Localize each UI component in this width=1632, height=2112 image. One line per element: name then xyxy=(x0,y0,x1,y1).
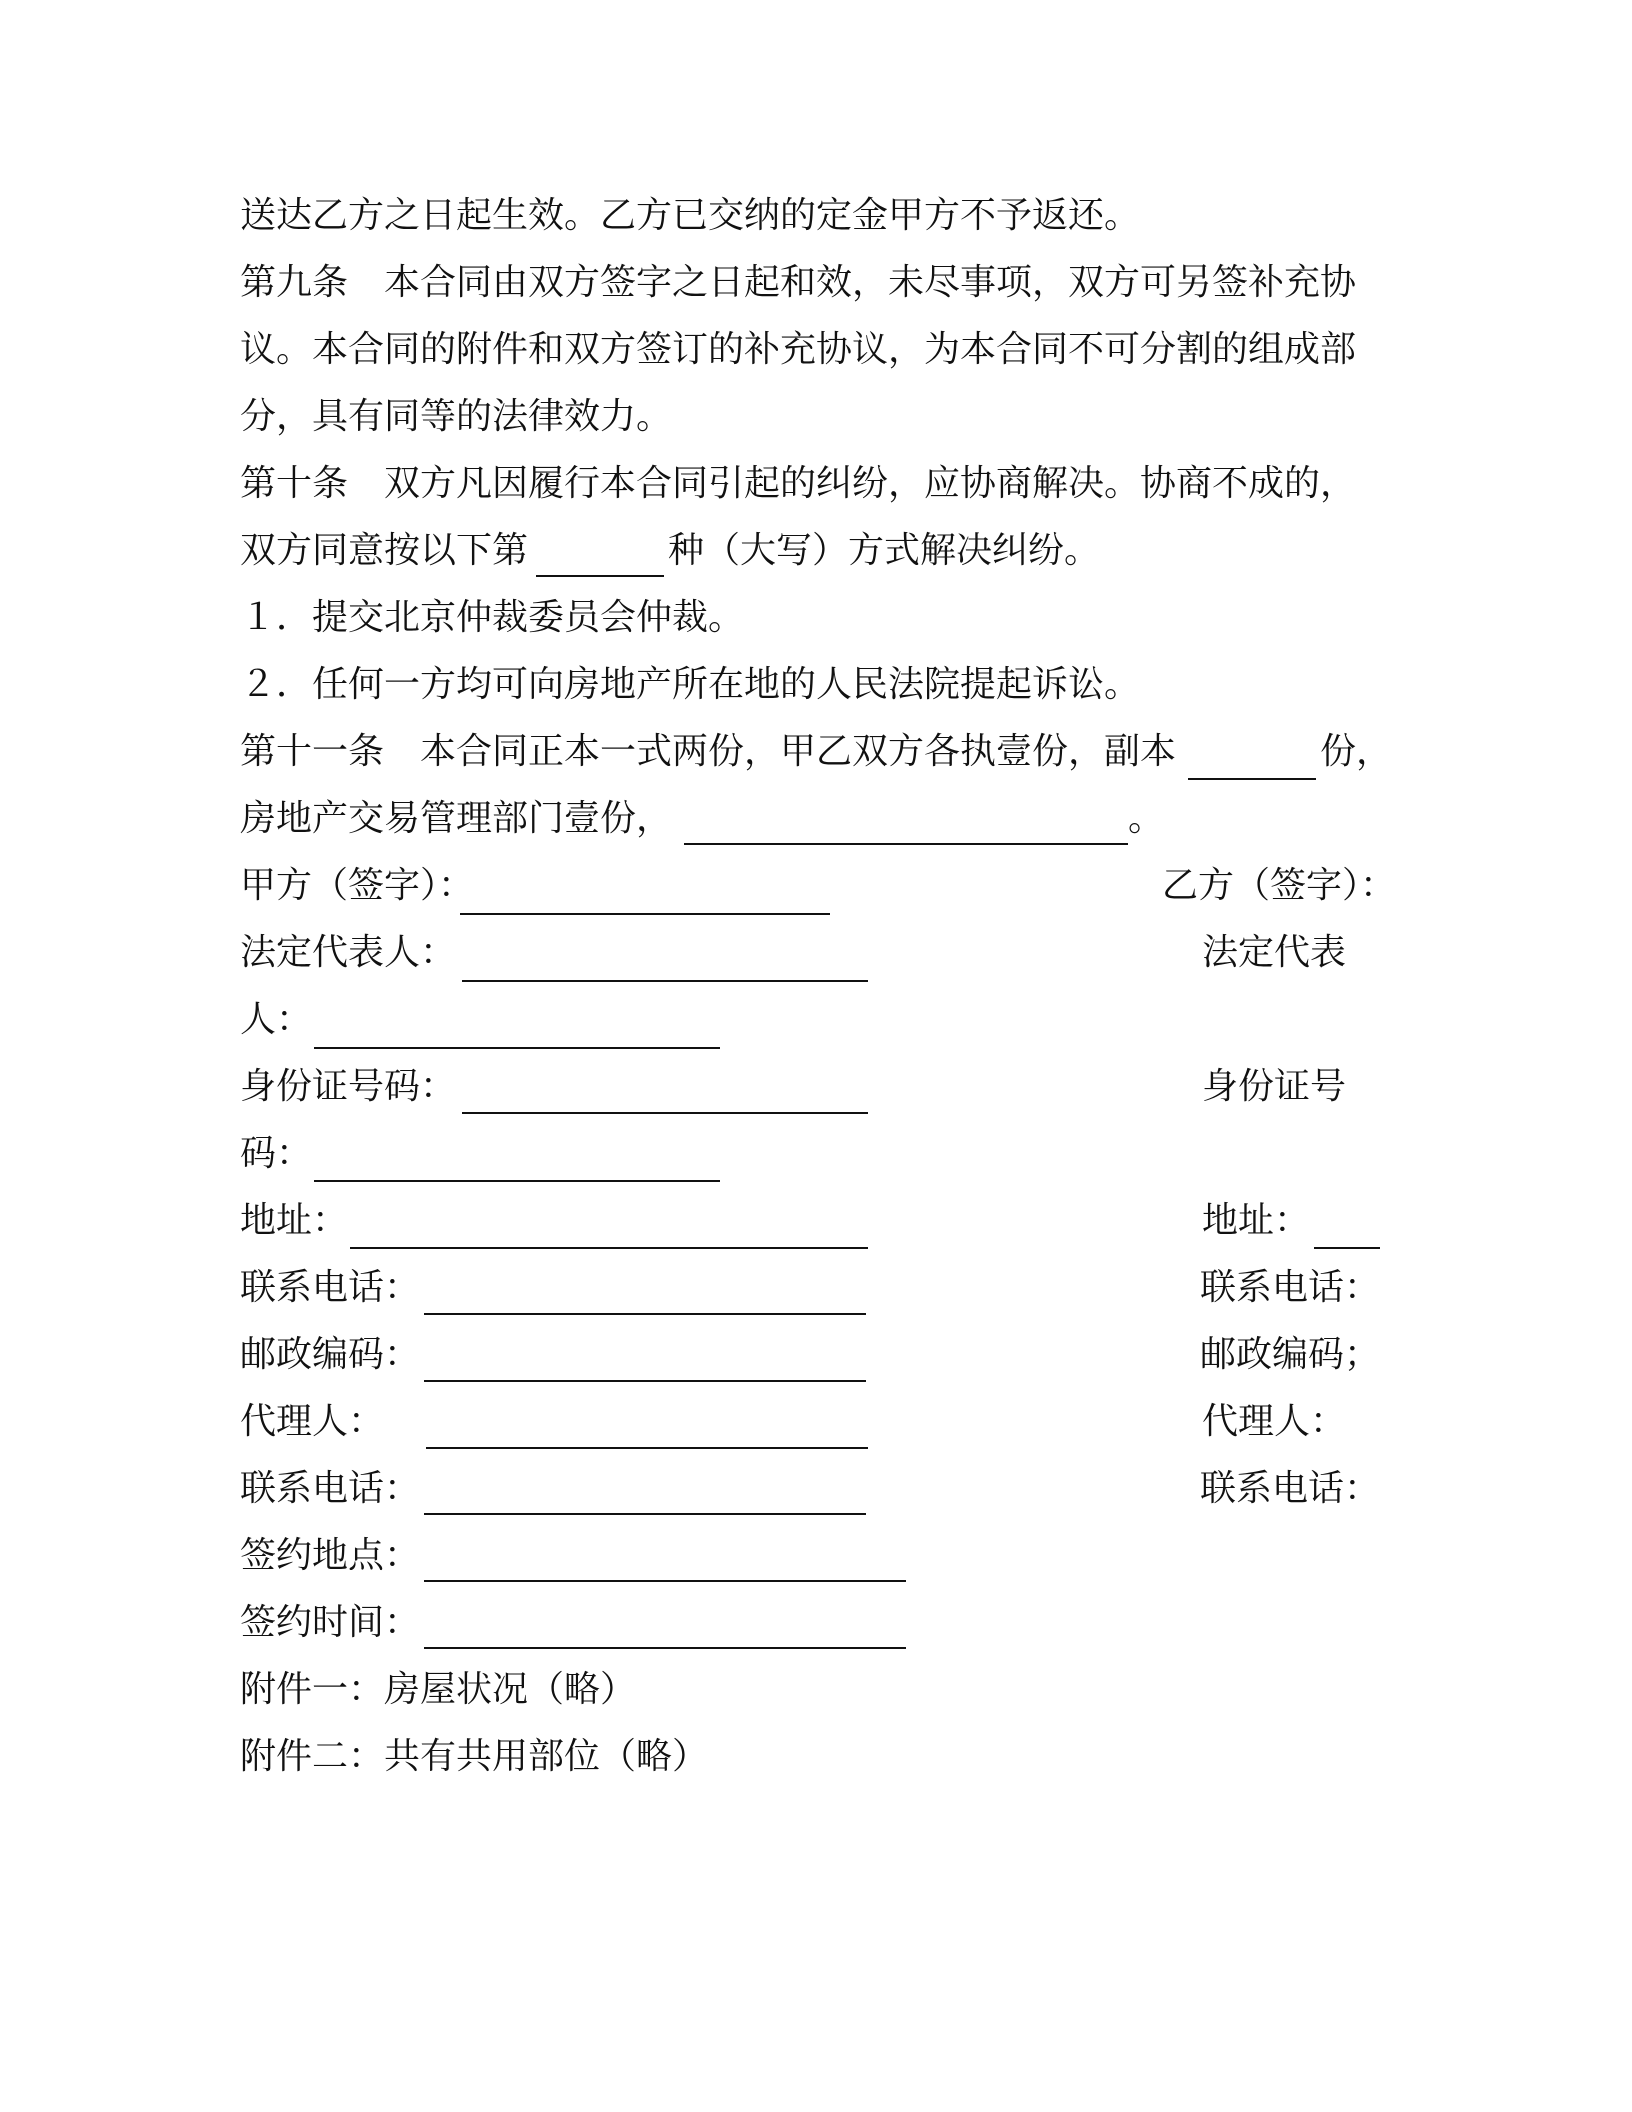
attachment-1: 附件一：房屋状况（略） xyxy=(240,1669,637,1710)
clause-9-line-2: 议。本合同的附件和双方签订的补充协议，为本合同不可分割的组成部 xyxy=(240,329,1357,370)
clause-9-line-1: 第九条 本合同由双方签字之日起和效，未尽事项，双方可另签补充协 xyxy=(240,262,1357,303)
agent-a-blank[interactable] xyxy=(426,1447,868,1449)
party-b-label: 乙方（签字）： xyxy=(1162,865,1397,906)
attachment-2: 附件二：共有共用部位（略） xyxy=(240,1736,709,1777)
rep-b-label-1: 法定代表 xyxy=(1202,932,1347,973)
rep-a-blank[interactable] xyxy=(462,980,868,982)
phone-a-blank[interactable] xyxy=(424,1313,866,1315)
phone-b-label: 联系电话： xyxy=(1200,1267,1381,1308)
id-a-blank[interactable] xyxy=(462,1112,868,1114)
sign-time-blank[interactable] xyxy=(424,1647,906,1649)
agent-phone-a-blank[interactable] xyxy=(424,1513,866,1515)
address-b-label: 地址： xyxy=(1202,1200,1311,1241)
sign-time-label: 签约时间： xyxy=(240,1602,421,1643)
agent-phone-a-label: 联系电话： xyxy=(240,1468,421,1509)
rep-b-blank[interactable] xyxy=(314,1047,720,1049)
address-b-blank[interactable] xyxy=(1314,1247,1380,1249)
party-a-blank[interactable] xyxy=(460,913,830,915)
clause-11-line-1b: 份， xyxy=(1320,731,1393,772)
id-a-label: 身份证号码： xyxy=(240,1066,457,1107)
method-number-blank[interactable] xyxy=(536,575,664,577)
clause-11-line-2a: 房地产交易管理部门壹份， xyxy=(240,798,673,839)
clause-11-line-2b: 。 xyxy=(1128,798,1165,839)
id-b-blank[interactable] xyxy=(314,1180,720,1182)
clause-10-line-1: 第十条 双方凡因履行本合同引起的纠纷，应协商解决。协商不成的， xyxy=(240,463,1357,504)
postcode-a-blank[interactable] xyxy=(424,1380,866,1382)
sign-place-label: 签约地点： xyxy=(240,1535,421,1576)
agent-a-label: 代理人： xyxy=(240,1401,385,1442)
other-copy-blank[interactable] xyxy=(684,843,1128,845)
rep-b-label-2: 人： xyxy=(240,999,313,1040)
clause-10-line-2b: 种（大写）方式解决纠纷。 xyxy=(668,530,1101,571)
rep-a-label: 法定代表人： xyxy=(240,932,457,973)
option-1: １．提交北京仲裁委员会仲裁。 xyxy=(240,597,745,638)
clause-11-line-1a: 第十一条 本合同正本一式两份，甲乙双方各执壹份，副本 xyxy=(240,731,1177,772)
clause-8-tail: 送达乙方之日起生效。乙方已交纳的定金甲方不予返还。 xyxy=(240,195,1141,236)
postcode-a-label: 邮政编码： xyxy=(240,1334,421,1375)
address-a-blank[interactable] xyxy=(350,1247,868,1249)
party-a-label: 甲方（签字）： xyxy=(240,865,475,906)
agent-phone-b-label: 联系电话： xyxy=(1200,1468,1381,1509)
clause-10-line-2a: 双方同意按以下第 xyxy=(240,530,529,571)
option-2: ２．任何一方均可向房地产所在地的人民法院提起诉讼。 xyxy=(240,664,1141,705)
postcode-b-label: 邮政编码； xyxy=(1200,1334,1381,1375)
address-a-label: 地址： xyxy=(240,1200,349,1241)
id-b-label-1: 身份证号 xyxy=(1202,1066,1347,1107)
clause-9-line-3: 分，具有同等的法律效力。 xyxy=(240,396,673,437)
copies-blank[interactable] xyxy=(1188,778,1316,780)
agent-b-label: 代理人： xyxy=(1202,1401,1347,1442)
id-b-label-2: 码： xyxy=(240,1133,313,1174)
sign-place-blank[interactable] xyxy=(424,1580,906,1582)
phone-a-label: 联系电话： xyxy=(240,1267,421,1308)
